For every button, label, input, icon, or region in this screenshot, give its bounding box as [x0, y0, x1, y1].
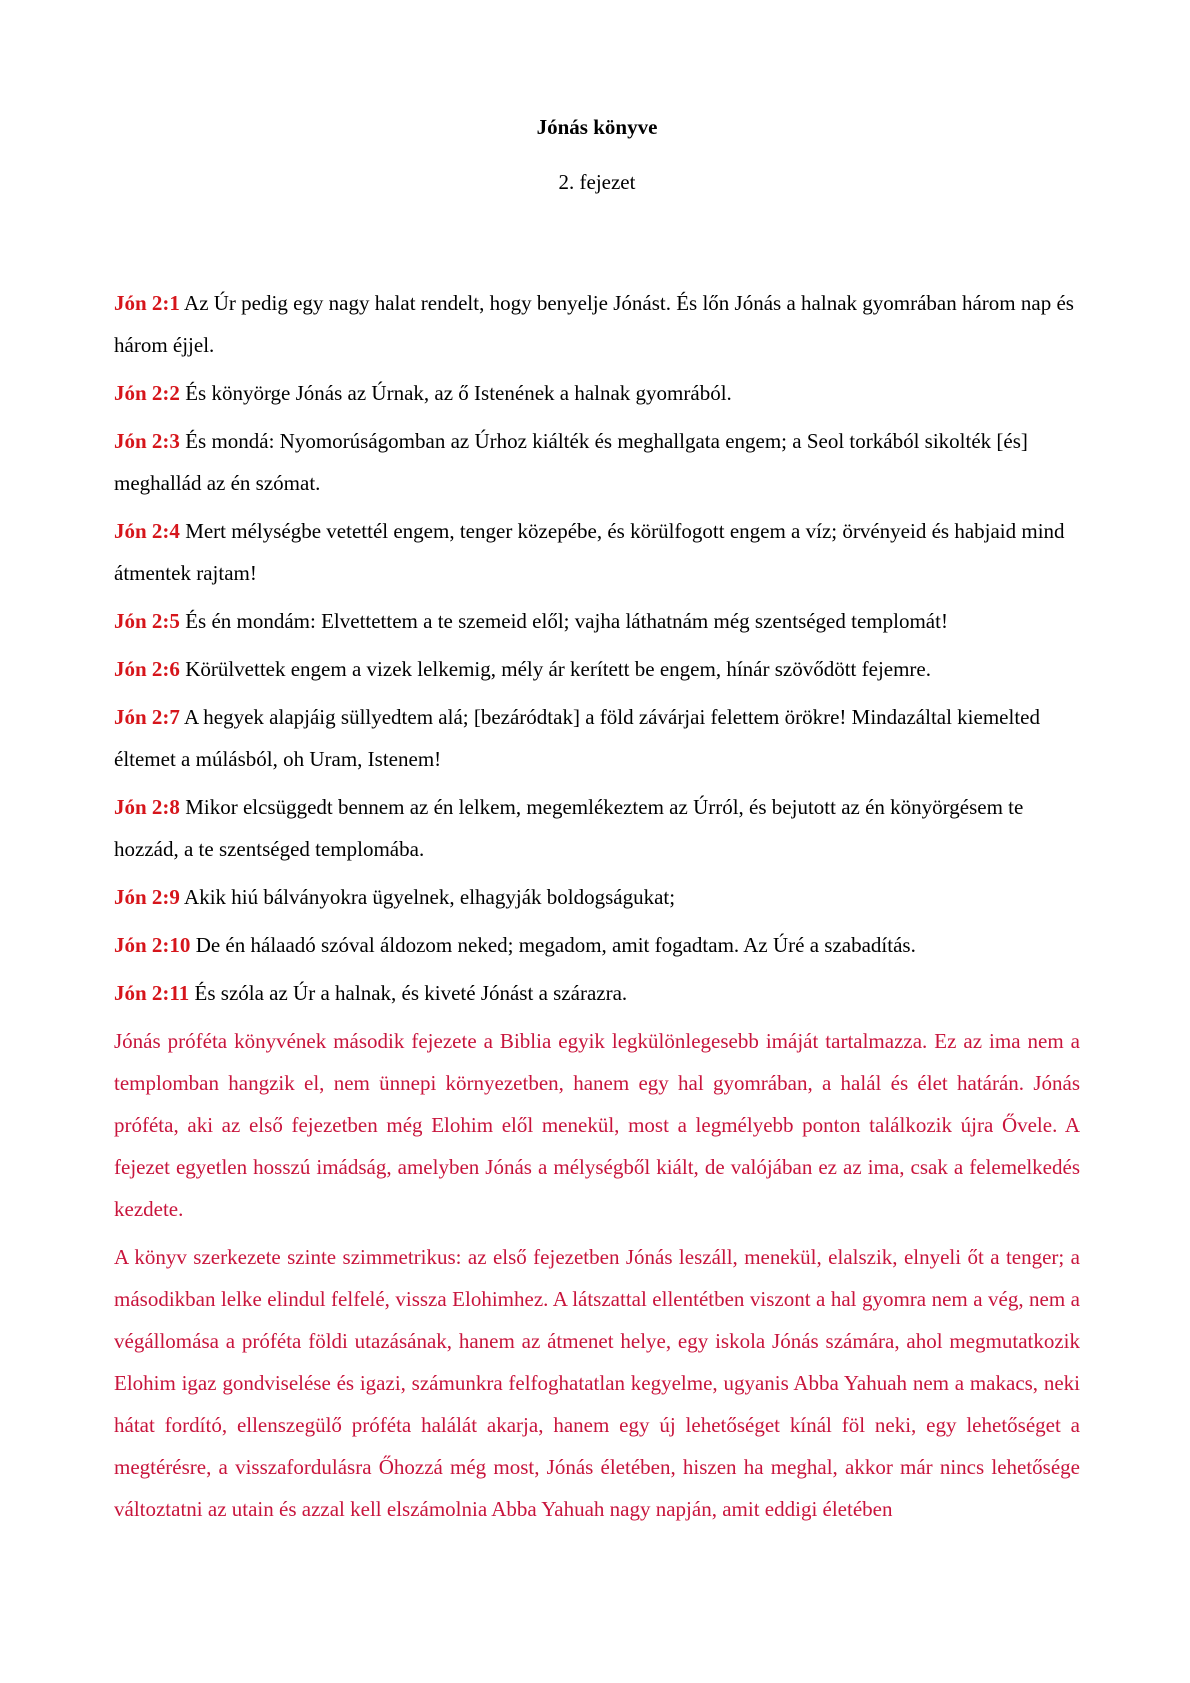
verse-text: És könyörge Jónás az Úrnak, az ő Istenének a halnak gyomrából.: [179, 381, 732, 405]
document-title: Jónás könyve: [536, 115, 658, 139]
verse-2-6: [114, 648, 1080, 690]
verse-2-2: [114, 372, 1080, 414]
verse-text: És én mondám: Elvettettem a te szemeid elől; vajha láthatnám még szentséged templomát!: [179, 609, 948, 633]
commentary-paragraph-1: Jónás próféta könyvének második fejezete a Biblia egyik legkülönlegesebb imáját tartalmazza. Ez az ima nem a templomban hangzik el, nem ünnepi környezetben, hanem egy hal gyomrában, a halál és élet határán. Jónás próféta, aki az első fejezetben még Elohim elől menekül, most a legmélyebb ponton találkozik újra Ővele. A fejezet egyetlen hosszú imádság, amelyben Jónás a mélységből kiált, de valójában ez az ima, csak a felemelkedés kezdete.: [114, 1029, 1080, 1221]
verse-text: Körülvettek engem a vizek lelkemig, mély ár kerített be engem, hínár szövődött fejemre.: [179, 657, 931, 681]
verse-reference: Jón 2:4: [114, 519, 180, 543]
verse-text: És szóla az Úr a halnak, és kiveté Jónást a szárazra.: [189, 981, 628, 1005]
verse-text: És mondá: Nyomorúságomban az Úrhoz kiálték és meghallgata engem; a Seol torkából sikolték [és] meghallád az én szómat.: [114, 429, 1028, 495]
verse-text: De én hálaadó szóval áldozom neked; megadom, amit fogadtam. Az Úré a szabadítás.: [190, 933, 916, 957]
verse-reference: Jón 2:8: [114, 795, 180, 819]
verse-reference: Jón 2:2: [114, 381, 180, 405]
verse-text: Mikor elcsüggedt bennem az én lelkem, megemlékeztem az Úrról, és bejutott az én könyörgésem te hozzád, a te szentséged templomába.: [114, 795, 1024, 861]
verse-2-10: [114, 924, 1080, 966]
verse-2-5: [114, 600, 1080, 642]
verse-text: A hegyek alapjáig süllyedtem alá; [bezáródtak] a föld závárjai felettem örökre! Mindazáltal kiemelted éltemet a múlásból, oh Uram, Istenem!: [114, 705, 1040, 771]
verse-2-8: [114, 786, 1080, 870]
verse-reference: Jón 2:1: [114, 291, 180, 315]
verse-reference: Jón 2:5: [114, 609, 180, 633]
verse-text: Az Úr pedig egy nagy halat rendelt, hogy benyelje Jónást. És lőn Jónás a halnak gyomrában három nap és három éjjel.: [114, 291, 1074, 357]
verse-text: Mert mélységbe vetettél engem, tenger közepébe, és körülfogott engem a víz; örvényeid és habjaid mind átmentek rajtam!: [114, 519, 1065, 585]
verse-reference: Jón 2:9: [114, 885, 180, 909]
verse-reference: Jón 2:6: [114, 657, 180, 681]
verse-2-7: [114, 696, 1080, 780]
page-content: [114, 112, 1080, 1536]
verse-2-4: [114, 510, 1080, 594]
verse-list: [114, 282, 1080, 1014]
verse-reference: Jón 2:3: [114, 429, 180, 453]
verse-2-11: [114, 972, 1080, 1014]
verse-reference: Jón 2:7: [114, 705, 180, 729]
commentary-paragraph-2: A könyv szerkezete szinte szimmetrikus: az első fejezetben Jónás leszáll, menekül, elalszik, elnyeli őt a tenger; a másodikban lelke elindul felfelé, vissza Elohimhez. A látszattal ellentétben viszont a hal gyomra nem a vég, nem a végállomása a próféta földi utazásának, hanem az átmenet helye, egy iskola Jónás számára, ahol megmutatkozik Elohim igaz gondviselése és igazi, számunkra felfoghatatlan kegyelme, ugyanis Abba Yahuah nem a makacs, neki hátat fordító, ellenszegülő próféta halálát akarja, hanem egy új lehetőséget kínál föl neki, egy lehetőséget a megtérésre, a visszafordulásra Őhozzá még most, Jónás életében, hiszen ha meghal, akkor már nincs lehetősége változtatni az utain és azzal kell elszámolnia Abba Yahuah nagy napján, amit eddigi életében: [114, 1245, 1080, 1521]
verse-2-1: [114, 282, 1080, 366]
verse-2-9: [114, 876, 1080, 918]
verse-2-3: [114, 420, 1080, 504]
commentary-section: [114, 1020, 1080, 1530]
verse-text: Akik hiú bálványokra ügyelnek, elhagyják boldogságukat;: [179, 885, 676, 909]
verse-reference: Jón 2:10: [114, 933, 191, 957]
verse-reference: Jón 2:11: [114, 981, 190, 1005]
chapter-heading: 2. fejezet: [558, 170, 636, 194]
